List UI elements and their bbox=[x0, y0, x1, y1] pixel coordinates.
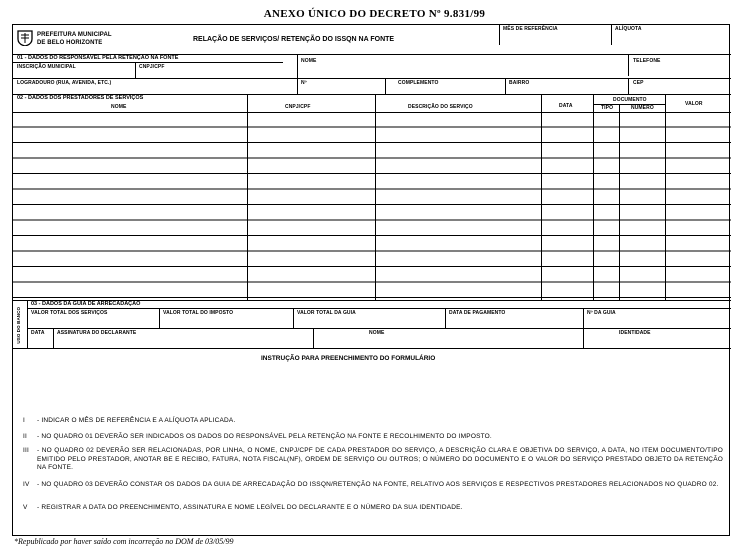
footnote: *Republicado por haver saído com incorreção no DOM de 03/05/99 bbox=[14, 537, 234, 546]
col-name-header: NOME bbox=[111, 104, 127, 110]
logo-line-2: DE BELO HORIZONTE bbox=[37, 40, 103, 46]
bank-use-label: USO DO BANCO bbox=[16, 306, 22, 344]
signature-label: ASSINATURA DO DECLARANTE bbox=[57, 330, 137, 336]
form-title: RELAÇÃO DE SERVIÇOS/ RETENÇÃO DO ISSQN NA FONTE bbox=[193, 36, 395, 43]
complement-label: COMPLEMENTO bbox=[398, 80, 439, 86]
declarant-name-label: NOME bbox=[369, 330, 385, 336]
col-number-header: NÚMERO bbox=[631, 105, 654, 111]
instruction-item: III - NO QUADRO 02 DEVERÃO SER RELACIONADAS, POR LINHA, O NOME, CNPJ/CPF DE CADA PRESTADOR DO SERVIÇO, A DESCRIÇÃO CLARA E OBJETIVA DO SERVIÇO, A DATA, NO ITEM DOCUMENTO/TIPO EMITIDO PELO PRESTADOR, ANOTAR BE E RECIBO, FATURA, NOTA FISCAL(NF), ORDEM DE SERVIÇO OU OUTROS; O NÚMERO DO DOCUMENTO E O VALOR DO SERVIÇO PRESTADO OBJETO DA RETENÇÃO NA FONTE. bbox=[23, 447, 723, 471]
col-type-header: TIPO bbox=[601, 105, 614, 111]
number-label: Nº bbox=[301, 80, 307, 86]
city-crest-icon bbox=[16, 30, 34, 46]
total-services-label: VALOR TOTAL DOS SERVIÇOS bbox=[31, 310, 108, 316]
rate-label: ALÍQUOTA bbox=[615, 26, 642, 32]
services-table-body[interactable] bbox=[13, 112, 731, 300]
instruction-item: I - INDICAR O MÊS DE REFERÊNCIA E A ALÍQUOTA APLICADA. bbox=[23, 417, 236, 424]
col-cnpj-header: CNPJ/CPF bbox=[285, 104, 311, 110]
street-label: LOGRADOURO (RUA, AVENIDA, ETC.) bbox=[17, 80, 112, 86]
section-2-title: 02 - DADOS DOS PRESTADORES DE SERVIÇOS bbox=[17, 95, 144, 101]
date-label: DATA bbox=[31, 330, 45, 336]
municipal-registration-label: INSCRIÇÃO MUNICIPAL bbox=[17, 64, 76, 70]
ref-month-label: MÊS DE REFERÊNCIA bbox=[503, 26, 558, 32]
cnpj-cpf-label: CNPJ/CPF bbox=[139, 64, 165, 70]
zip-label: CEP bbox=[633, 80, 644, 86]
payment-date-label: DATA DE PAGAMENTO bbox=[449, 310, 506, 316]
form-sheet bbox=[12, 24, 730, 536]
total-tax-label: VALOR TOTAL DO IMPOSTO bbox=[163, 310, 234, 316]
document-title: ANEXO ÚNICO DO DECRETO Nº 9.831/99 bbox=[263, 8, 486, 20]
col-value-header: VALOR bbox=[685, 101, 703, 107]
ref-month-field[interactable] bbox=[501, 33, 609, 45]
logo-line-1: PREFEITURA MUNICIPAL bbox=[37, 32, 112, 38]
instruction-item: II - NO QUADRO 01 DEVERÃO SER INDICADOS OS DADOS DO RESPONSÁVEL PELA RETENÇÃO NA FONTE E RECOLHIMENTO DO IMPOSTO. bbox=[23, 433, 492, 440]
name-label: NOME bbox=[301, 58, 317, 64]
section-3-title: 03 - DADOS DA GUIA DE ARRECADAÇÃO bbox=[31, 301, 141, 307]
col-document-header: DOCUMENTO bbox=[613, 97, 647, 103]
instructions-title: INSTRUÇÃO PARA PREENCHIMENTO DO FORMULÁRIO bbox=[261, 355, 436, 362]
phone-label: TELEFONE bbox=[633, 58, 661, 64]
guide-number-label: Nº DA GUIA bbox=[587, 310, 616, 316]
col-date-header: DATA bbox=[559, 103, 573, 109]
neighborhood-label: BAIRRO bbox=[509, 80, 530, 86]
rate-field[interactable] bbox=[613, 33, 729, 45]
total-guide-label: VALOR TOTAL DA GUIA bbox=[297, 310, 356, 316]
identity-label: IDENTIDADE bbox=[619, 330, 651, 336]
instruction-item: V - REGISTRAR A DATA DO PREENCHIMENTO, ASSINATURA E NOME LEGÍVEL DO DECLARANTE E O NÚMERO DA SUA IDENTIDADE. bbox=[23, 504, 463, 511]
section-1-title: 01 - DADOS DO RESPONSÁVEL PELA RETENÇÃO NA FONTE bbox=[17, 55, 179, 61]
instruction-item: IV - NO QUADRO 03 DEVERÃO CONSTAR OS DADOS DA GUIA DE ARRECADAÇÃO DO ISSQN/RETENÇÃO NA FONTE, RELATIVO AOS SERVIÇOS E RESPECTIVOS PRESTADORES RELACIONADOS NO QUADRO 02. bbox=[23, 481, 719, 488]
col-description-header: DESCRIÇÃO DO SERVIÇO bbox=[408, 104, 473, 110]
